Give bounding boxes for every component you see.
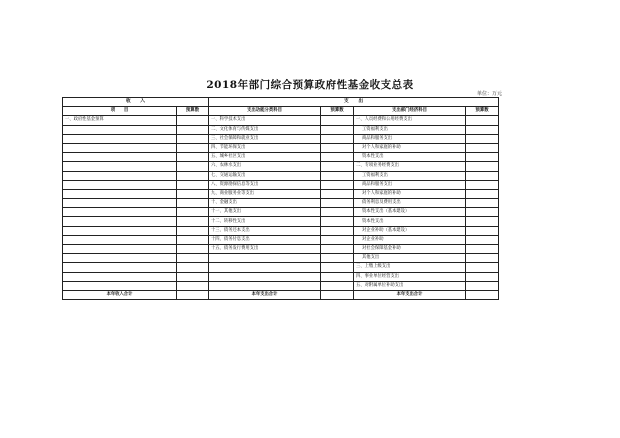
document-title: 2018年部门综合预算政府性基金收支总表 [206,79,414,91]
income-item-cell [63,217,177,226]
table-row [63,217,499,226]
income-budget-cell [177,272,209,281]
func-budget-cell [321,162,354,171]
totals-row [63,290,499,299]
income-item-cell [63,125,177,134]
econ-budget-cell [466,226,499,235]
func-item-cell: 七、交通运输支出 [209,171,321,180]
func-item-cell [209,281,321,290]
header-item: 项 目 [63,107,177,116]
header-econ-subject: 支出部门经济科目 [354,107,466,116]
income-budget-cell [177,189,209,198]
econ-item-cell: 对个人和家庭的补助 [354,189,466,198]
econ-budget-cell [466,189,499,198]
econ-budget-cell [466,208,499,217]
section-expense: 支 出 [209,98,499,107]
econ-budget-cell [466,281,499,290]
total-func-label: 本年支出合计 [209,290,321,299]
func-budget-cell [321,125,354,134]
table-row [63,162,499,171]
income-item-cell [63,171,177,180]
econ-item-cell: 二、专项业务经费支出 [354,162,466,171]
income-budget-cell [177,235,209,244]
income-item-cell [63,199,177,208]
econ-item-cell: 资本性支出 [354,153,466,162]
econ-budget-cell [466,199,499,208]
table-row [63,263,499,272]
header-func-subject: 支出功能分类科目 [209,107,321,116]
func-budget-cell [321,189,354,198]
func-item-cell: 十二、转移性支出 [209,217,321,226]
income-budget-cell [177,134,209,143]
table-row [63,180,499,189]
func-budget-cell [321,199,354,208]
income-item-cell [63,245,177,254]
econ-budget-cell [466,180,499,189]
income-item-cell [63,235,177,244]
econ-budget-cell [466,143,499,152]
func-item-cell: 六、农林水支出 [209,162,321,171]
income-budget-cell [177,180,209,189]
func-item-cell: 十三、债务还本支出 [209,226,321,235]
income-budget-cell [177,162,209,171]
table-row [63,125,499,134]
income-budget-cell [177,208,209,217]
econ-item-cell: 工资福利支出 [354,125,466,134]
func-item-cell: 八、资源勘探信息等支出 [209,180,321,189]
func-budget-cell [321,116,354,125]
section-income: 收 入 [63,98,209,107]
econ-budget-cell [466,263,499,272]
income-budget-cell [177,171,209,180]
budget-summary-table [62,97,499,300]
income-budget-cell [177,226,209,235]
econ-item-cell: 对个人和家庭的补助 [354,143,466,152]
unit-label: 单位：万元 [476,91,502,97]
func-item-cell: 十、金融支出 [209,199,321,208]
func-budget-cell [321,134,354,143]
func-item-cell: 十一、其他支出 [209,208,321,217]
econ-item-cell: 一、人员经费和公用经费支出 [354,116,466,125]
func-item-cell: 四、节能环保支出 [209,143,321,152]
econ-budget-cell [466,153,499,162]
econ-budget-cell [466,254,499,263]
func-budget-cell [321,153,354,162]
income-budget-cell [177,245,209,254]
income-item-cell [63,189,177,198]
table-row [63,116,499,125]
func-item-cell [209,254,321,263]
econ-budget-cell [466,272,499,281]
table-row [63,189,499,198]
income-item-cell [63,263,177,272]
func-budget-cell [321,254,354,263]
table-row [63,143,499,152]
func-item-cell: 十四、债务付息支出 [209,235,321,244]
econ-item-cell: 其他支出 [354,254,466,263]
income-item-cell [63,143,177,152]
income-item-cell [63,208,177,217]
func-budget-cell [321,226,354,235]
table-row [63,199,499,208]
income-budget-cell [177,153,209,162]
econ-item-cell: 债务利息及费用支出 [354,199,466,208]
income-budget-cell [177,254,209,263]
func-budget-cell [321,272,354,281]
func-budget-cell [321,208,354,217]
total-func-value [321,290,354,299]
header-budget-func: 预算数 [321,107,354,116]
income-budget-cell [177,143,209,152]
func-item-cell [209,263,321,272]
econ-item-cell: 商品和服务支出 [354,180,466,189]
table-row [63,171,499,180]
func-item-cell: 二、文化体育与传媒支出 [209,125,321,134]
func-item-cell [209,272,321,281]
econ-budget-cell [466,125,499,134]
income-budget-cell [177,199,209,208]
total-income-value [177,290,209,299]
income-item-cell [63,180,177,189]
table-row [63,254,499,263]
column-header-row [63,107,499,116]
total-econ-value [466,290,499,299]
income-item-cell [63,134,177,143]
econ-item-cell: 对社会保障基金补助 [354,245,466,254]
table-row [63,226,499,235]
income-item-cell [63,162,177,171]
func-item-cell: 十五、债务发行费用支出 [209,245,321,254]
econ-budget-cell [466,134,499,143]
income-budget-cell [177,263,209,272]
table-row [63,208,499,217]
func-budget-cell [321,180,354,189]
income-item-cell: 一、政府性基金预算 [63,116,177,125]
func-budget-cell [321,171,354,180]
income-item-cell [63,226,177,235]
func-budget-cell [321,217,354,226]
econ-item-cell: 资本性支出 [354,217,466,226]
func-budget-cell [321,235,354,244]
income-budget-cell [177,217,209,226]
table-row [63,134,499,143]
table-row [63,245,499,254]
econ-item-cell: 商品和服务支出 [354,134,466,143]
table-row [63,272,499,281]
econ-budget-cell [466,217,499,226]
func-item-cell: 一、科学技术支出 [209,116,321,125]
func-budget-cell [321,143,354,152]
income-item-cell [63,254,177,263]
econ-budget-cell [466,245,499,254]
econ-item-cell: 对企业补助 [354,235,466,244]
econ-item-cell: 工资福利支出 [354,171,466,180]
income-item-cell [63,272,177,281]
econ-budget-cell [466,171,499,180]
income-budget-cell [177,281,209,290]
econ-item-cell: 四、事业单位经营支出 [354,272,466,281]
econ-item-cell: 五、对附属单位补助支出 [354,281,466,290]
func-budget-cell [321,245,354,254]
func-item-cell: 九、商业服务业等支出 [209,189,321,198]
econ-budget-cell [466,235,499,244]
income-item-cell [63,281,177,290]
econ-item-cell: 资本性支出（基本建设） [354,208,466,217]
func-budget-cell [321,263,354,272]
func-budget-cell [321,281,354,290]
total-income-label: 本年收入合计 [63,290,177,299]
econ-budget-cell [466,116,499,125]
header-budget-income: 预算数 [177,107,209,116]
table-row [63,153,499,162]
income-budget-cell [177,116,209,125]
table-row [63,235,499,244]
income-budget-cell [177,125,209,134]
econ-budget-cell [466,162,499,171]
income-item-cell [63,153,177,162]
table-row [63,281,499,290]
econ-item-cell: 对企业补助（基本建设） [354,226,466,235]
func-item-cell: 五、城乡社区支出 [209,153,321,162]
econ-item-cell: 三、上缴上级支出 [354,263,466,272]
total-econ-label: 本年支出合计 [354,290,466,299]
section-header-row [63,98,499,107]
func-item-cell: 三、社会保障和就业支出 [209,134,321,143]
header-budget-econ: 预算数 [466,107,499,116]
